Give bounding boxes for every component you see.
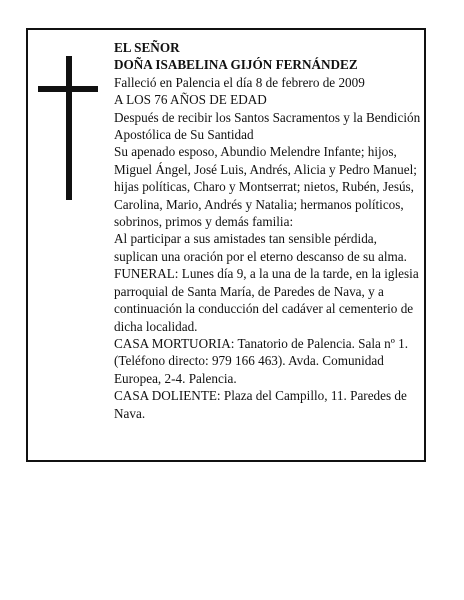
death-date: Falleció en Palencia el día 8 de febrero de 2009 (114, 74, 365, 90)
age-at-death: A LOS 76 AÑOS DE EDAD (114, 92, 267, 108)
obituary-notice (26, 28, 426, 462)
family-text: Su apenado esposo, Abundio Melendre Infante; hijos, Miguel Ángel, José Luis, Andrés, Alicia y Pedro Manuel; hijas políticas, Charo y Montserrat; nietos, Rubén, Jesús, Carolina, Mario, Andrés y Natalia; hermanos políticos, sobrinos, primos y demás familia: (114, 144, 417, 230)
casa-doliente-info: CASA DOLIENTE: Plaza del Campillo, 11. Paredes de Nava. (114, 388, 407, 421)
cross-icon (38, 56, 98, 200)
deceased-name: DOÑA ISABELINA GIJÓN FERNÁNDEZ (114, 57, 358, 73)
prayer-request: Al participar a sus amistades tan sensible pérdida, suplican una oración por el eterno descanso de su alma. (114, 231, 407, 264)
notice-header: EL SEÑOR (114, 40, 180, 55)
sacraments-text: Después de recibir los Santos Sacramentos y la Bendición Apostólica de Su Santidad (114, 109, 421, 143)
casa-mortuoria-info: CASA MORTUORIA: Tanatorio de Palencia. Sala nº 1. (Teléfono directo: 979 166 463). Avda. Comunidad Europea, 2-4. Palencia. (114, 335, 409, 386)
cross-vertical-bar (66, 56, 72, 200)
notice-text (114, 39, 422, 422)
cross-horizontal-bar (38, 86, 98, 92)
funeral-info: FUNERAL: Lunes día 9, a la una de la tarde, en la iglesia parroquial de Santa María, de Paredes de Nava, y a continuación la conducción del cadáver al cementerio de dicha localidad. (114, 266, 419, 334)
